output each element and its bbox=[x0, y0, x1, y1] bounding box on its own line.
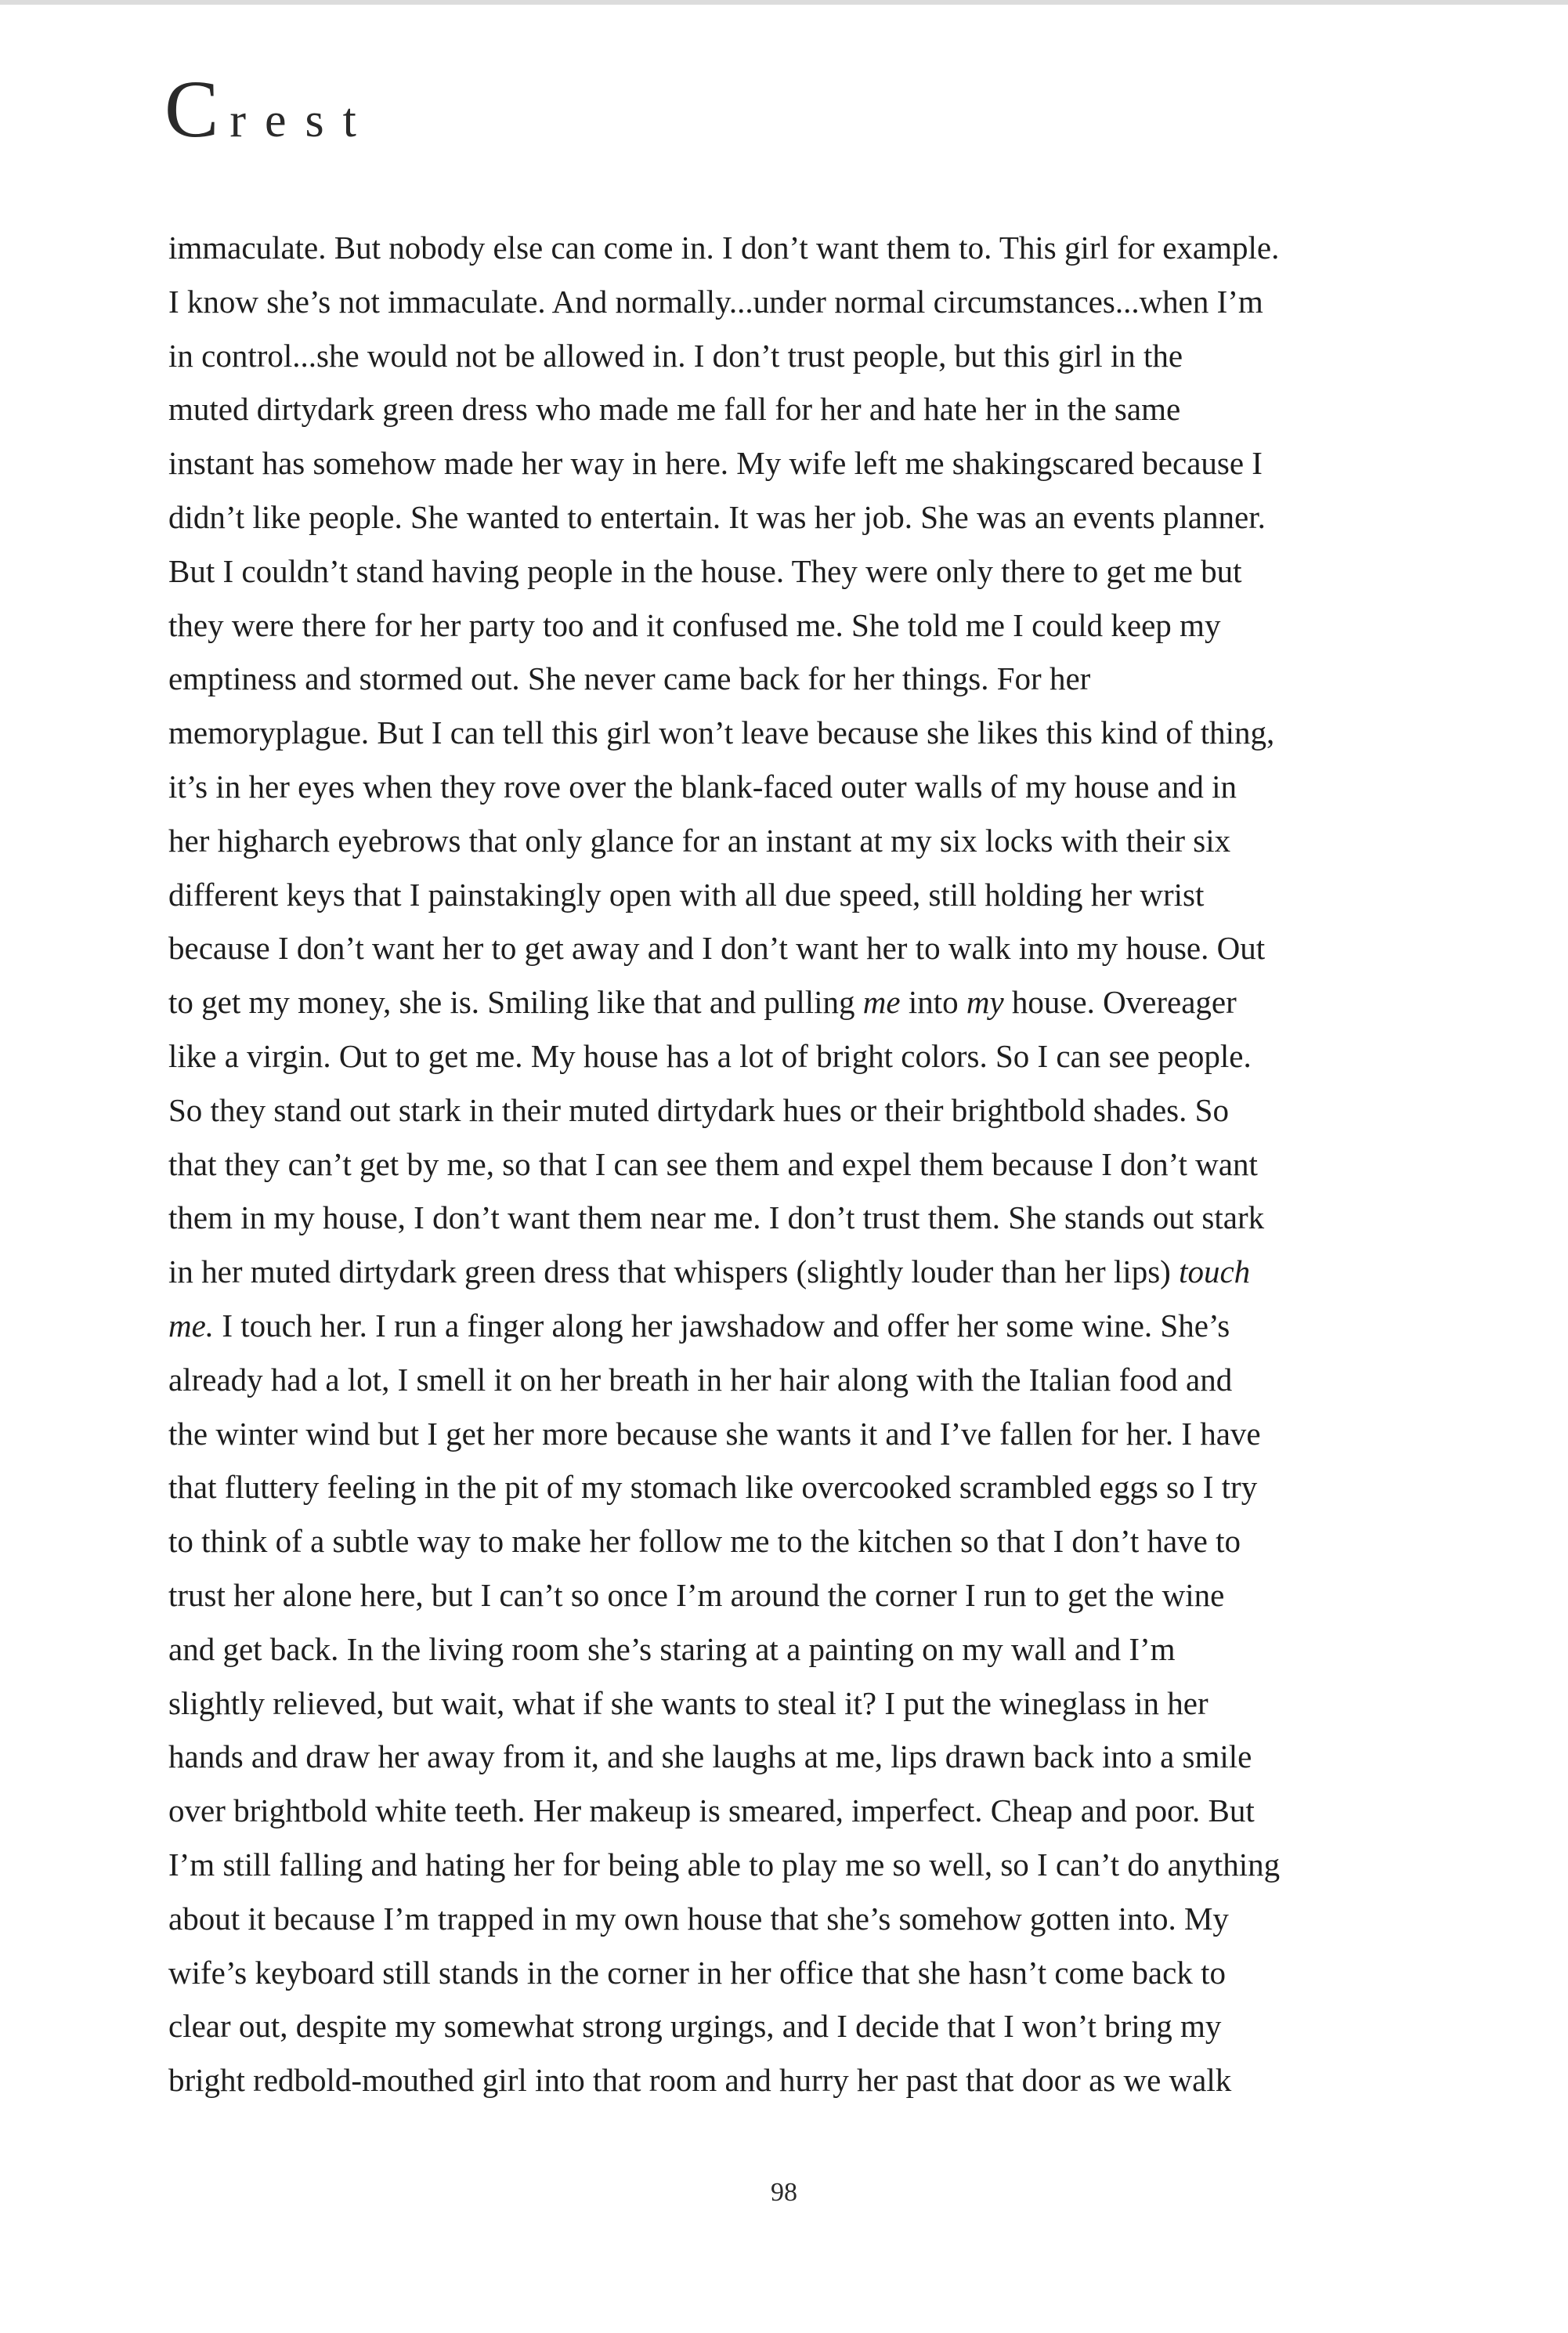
text-line bbox=[168, 1946, 1469, 2000]
text-line bbox=[168, 1838, 1469, 1892]
italic-text: me bbox=[862, 984, 901, 1021]
text-line bbox=[168, 1999, 1469, 2053]
text-run: house. Overeager bbox=[1003, 984, 1237, 1021]
body-text bbox=[168, 221, 1469, 2107]
text-line bbox=[168, 1029, 1469, 1083]
text-run: didn’t like people. She wanted to entertain. It was her job. She was an events planner. bbox=[168, 498, 1266, 535]
text-line bbox=[168, 1730, 1469, 1784]
text-run: wife’s keyboard still stands in the corner in her office that she hasn’t come back to bbox=[168, 1954, 1226, 1991]
text-run: over brightbold white teeth. Her makeup is smeared, imperfect. Cheap and poor. But bbox=[168, 1792, 1255, 1829]
text-run: memoryplague. But I can tell this girl won’t leave because she likes this kind of thing, bbox=[168, 714, 1275, 751]
text-line bbox=[168, 599, 1469, 653]
header-title-initial: C bbox=[164, 64, 219, 154]
text-run: like a virgin. Out to get me. My house has a lot of bright colors. So I can see people. bbox=[168, 1037, 1252, 1074]
text-line bbox=[168, 760, 1469, 814]
text-run: it’s in her eyes when they rove over the blank-faced outer walls of my house and in bbox=[168, 768, 1237, 805]
text-line bbox=[168, 1245, 1469, 1299]
text-line bbox=[168, 329, 1469, 383]
text-line bbox=[168, 1568, 1469, 1622]
text-run: So they stand out stark in their muted dirtydark hues or their brightbold shades. So bbox=[168, 1091, 1229, 1128]
text-line bbox=[168, 652, 1469, 706]
text-run: them in my house, I don’t want them near me. I don’t trust them. She stands out stark bbox=[168, 1199, 1265, 1236]
text-run: hands and draw her away from it, and she laughs at me, lips drawn back into a smile bbox=[168, 1738, 1252, 1775]
text-line bbox=[168, 921, 1469, 975]
text-run: because I don’t want her to get away and I don’t want her to walk into my house. Out bbox=[168, 930, 1266, 967]
text-run: I’m still falling and hating her for being able to play me so well, so I can’t do anything bbox=[168, 1846, 1281, 1883]
text-run: her higharch eyebrows that only glance for an instant at my six locks with their six bbox=[168, 822, 1231, 859]
text-run: that they can’t get by me, so that I can see them and expel them because I don’t want bbox=[168, 1145, 1258, 1182]
text-run: already had a lot, I smell it on her breath in her hair along with the Italian food and bbox=[168, 1361, 1233, 1398]
text-run: I know she’s not immaculate. And normally...under normal circumstances...when I’m bbox=[168, 283, 1263, 320]
text-line bbox=[168, 1784, 1469, 1838]
text-line bbox=[168, 868, 1469, 922]
text-run: slightly relieved, but wait, what if she wants to steal it? I put the wineglass in her bbox=[168, 1684, 1209, 1721]
text-line bbox=[168, 382, 1469, 436]
text-line bbox=[168, 975, 1469, 1029]
text-line bbox=[168, 2053, 1469, 2107]
text-run: immaculate. But nobody else can come in. I don’t want them to. This girl for example. bbox=[168, 230, 1280, 266]
text-run: muted dirtydark green dress who made me fall for her and hate her in the same bbox=[168, 391, 1181, 428]
text-line bbox=[168, 1460, 1469, 1514]
italic-text: touch bbox=[1179, 1253, 1251, 1290]
text-line bbox=[168, 1892, 1469, 1946]
text-run: the winter wind but I get her more because she wants it and I’ve fallen for her. I have bbox=[168, 1415, 1261, 1452]
text-line bbox=[168, 544, 1469, 599]
text-line bbox=[168, 1138, 1469, 1192]
text-run: and get back. In the living room she’s staring at a painting on my wall and I’m bbox=[168, 1630, 1176, 1667]
text-run: to get my money, she is. Smiling like that and pulling bbox=[168, 984, 863, 1021]
text-line bbox=[168, 1622, 1469, 1677]
text-run: about it because I’m trapped in my own house that she’s somehow gotten into. My bbox=[168, 1900, 1229, 1937]
text-line bbox=[168, 1407, 1469, 1461]
page-number: 98 bbox=[771, 2178, 797, 2207]
text-line bbox=[168, 1677, 1469, 1731]
text-line bbox=[168, 1353, 1469, 1407]
text-line bbox=[168, 436, 1469, 490]
text-run: in control...she would not be allowed in. I don’t trust people, but this girl in the bbox=[168, 337, 1183, 374]
text-line bbox=[168, 1299, 1469, 1353]
text-run: instant has somehow made her way in here. My wife left me shakingscared because I bbox=[168, 445, 1263, 482]
text-line bbox=[168, 706, 1469, 760]
text-run: that fluttery feeling in the pit of my stomach like overcooked scrambled eggs so I try bbox=[168, 1469, 1258, 1506]
text-run: trust her alone here, but I can’t so once I’m around the corner I run to get the wine bbox=[168, 1576, 1225, 1613]
italic-text: my bbox=[966, 984, 1004, 1021]
text-run: different keys that I painstakingly open with all due speed, still holding her wrist bbox=[168, 876, 1205, 913]
running-header bbox=[164, 64, 375, 155]
text-line bbox=[168, 275, 1469, 329]
text-line bbox=[168, 1514, 1469, 1568]
header-title-rest: rest bbox=[229, 94, 375, 147]
text-run: emptiness and stormed out. She never came back for her things. For her bbox=[168, 660, 1091, 697]
text-run: clear out, despite my somewhat strong urgings, and I decide that I won’t bring my bbox=[168, 2008, 1222, 2045]
text-line bbox=[168, 221, 1469, 275]
text-run: I touch her. I run a finger along her jawshadow and offer her some wine. She’s bbox=[214, 1307, 1230, 1344]
italic-text: me. bbox=[168, 1307, 215, 1344]
text-run: to think of a subtle way to make her follow me to the kitchen so that I don’t have to bbox=[168, 1523, 1241, 1560]
text-line bbox=[168, 814, 1469, 868]
text-run: bright redbold-mouthed girl into that room and hurry her past that door as we walk bbox=[168, 2062, 1232, 2099]
text-run: But I couldn’t stand having people in the house. They were only there to get me but bbox=[168, 552, 1242, 589]
text-line bbox=[168, 1191, 1469, 1245]
text-run: into bbox=[900, 984, 966, 1021]
text-line bbox=[168, 490, 1469, 544]
text-run: in her muted dirtydark green dress that whispers (slightly louder than her lips) bbox=[168, 1253, 1180, 1290]
text-run: they were there for her party too and it confused me. She told me I could keep my bbox=[168, 606, 1221, 643]
page-top-edge bbox=[0, 0, 1568, 5]
text-line bbox=[168, 1083, 1469, 1138]
